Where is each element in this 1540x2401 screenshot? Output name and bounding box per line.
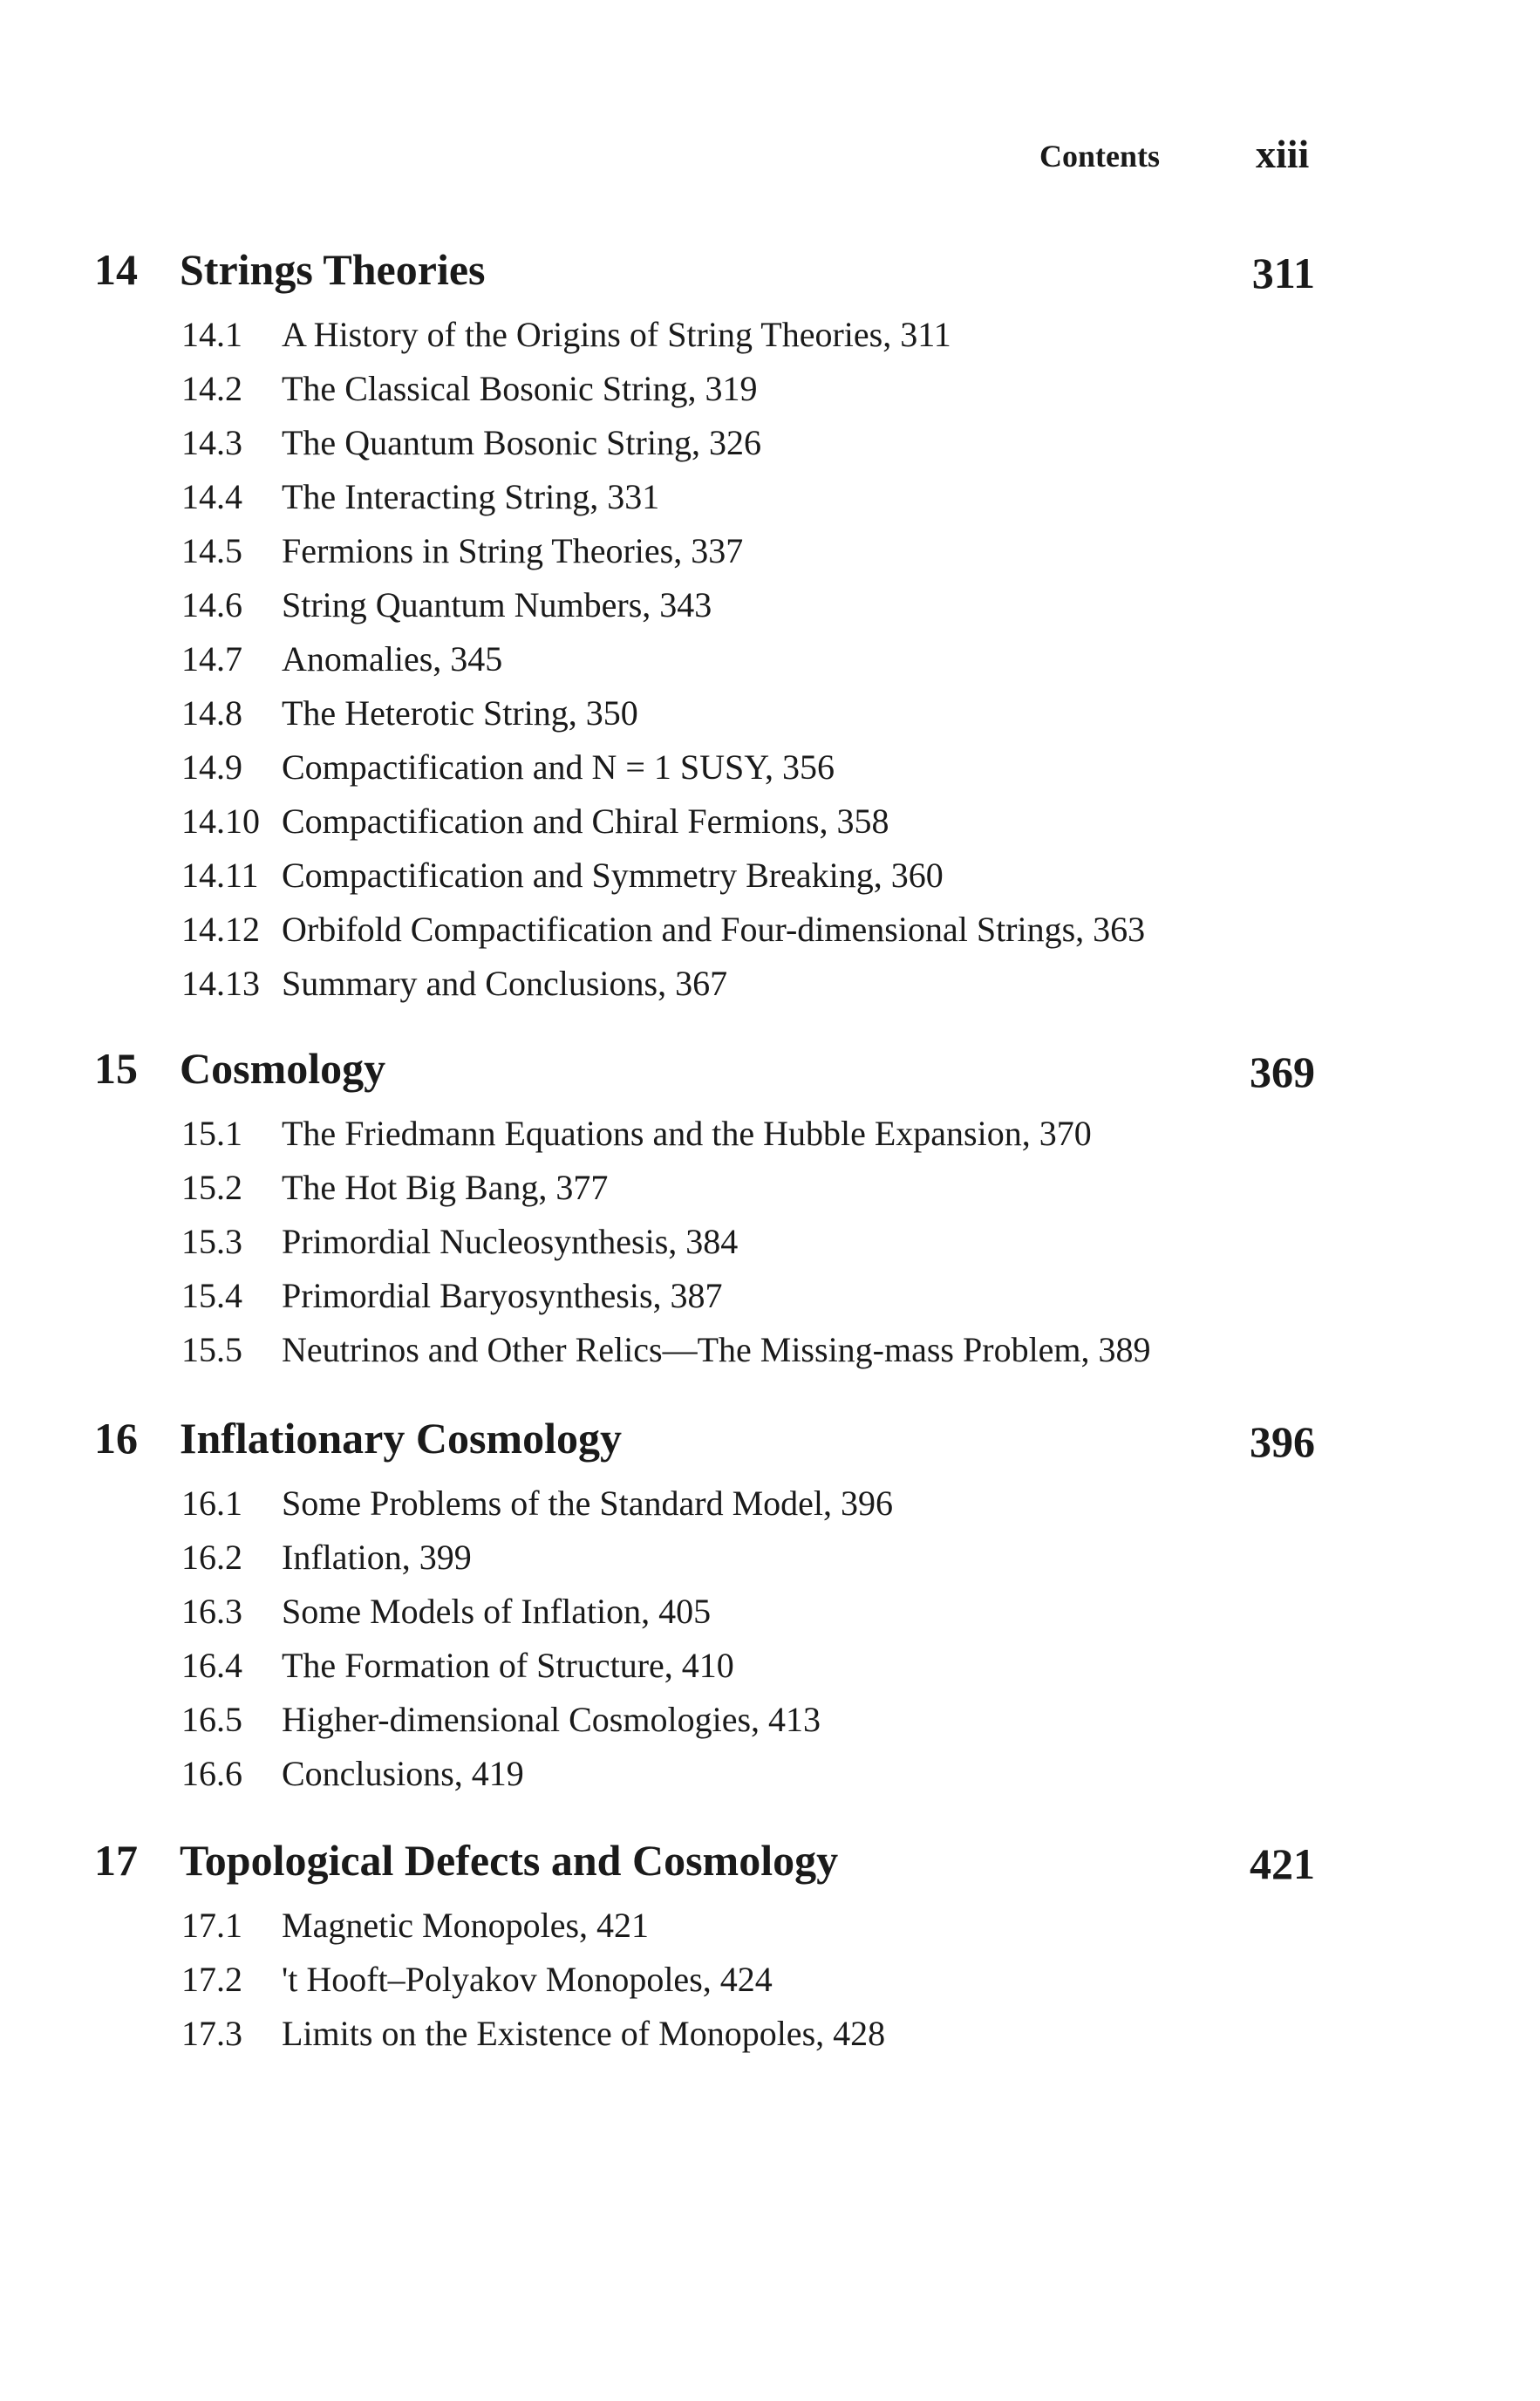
section-title: Orbifold Compactification and Four-dimensional Strings, 363 [282,910,1146,949]
toc-section [0,692,1540,747]
toc-chapter [0,244,1540,1017]
toc-section [0,1483,1540,1537]
toc-section [0,584,1540,638]
toc-section [0,1753,1540,1807]
section-title: Fermions in String Theories, 337 [282,531,744,570]
chapter-heading [0,244,1540,314]
section-title: Neutrinos and Other Relics—The Missing-mass Problem, 389 [282,1330,1151,1369]
section-number: 16.3 [181,1592,242,1631]
section-number: 14.9 [181,747,242,787]
section-list [0,1905,1540,2067]
running-head-label: Contents [1039,139,1161,174]
toc-chapter [0,1043,1540,1383]
section-number: 14.7 [181,639,242,679]
chapter-number: 17 [94,1836,138,1885]
section-title: Inflation, 399 [282,1538,472,1577]
section-title: The Interacting String, 331 [282,477,660,516]
section-title: The Quantum Bosonic String, 326 [282,423,761,462]
toc-section [0,1221,1540,1275]
section-title: Higher-dimensional Cosmologies, 413 [282,1700,821,1739]
section-list [0,1483,1540,1807]
section-title: A History of the Origins of String Theories, 311 [282,315,951,354]
chapter-page: 421 [1250,1839,1315,1888]
toc-section [0,530,1540,584]
section-number: 14.10 [181,801,260,841]
section-title: Compactification and N = 1 SUSY, 356 [282,747,835,787]
chapter-page: 311 [1251,249,1315,297]
section-number: 15.5 [181,1330,242,1369]
section-title: Summary and Conclusions, 367 [282,964,728,1003]
toc-section [0,1591,1540,1645]
toc-section [0,2013,1540,2067]
section-number: 14.8 [181,693,242,733]
chapter-number: 14 [94,245,138,294]
section-title: Anomalies, 345 [282,639,503,679]
section-number: 14.1 [181,315,242,354]
section-title: The Classical Bosonic String, 319 [282,369,758,408]
chapter-number: 16 [94,1414,138,1463]
section-number: 14.11 [181,856,259,895]
section-number: 14.4 [181,477,242,516]
section-number: 15.1 [181,1114,242,1153]
chapter-title: Cosmology [180,1044,386,1093]
section-title: Conclusions, 419 [282,1754,524,1793]
section-title: 't Hooft–Polyakov Monopoles, 424 [282,1960,773,1999]
toc-section [0,1329,1540,1383]
toc-section [0,855,1540,909]
toc-section [0,368,1540,422]
section-title: The Hot Big Bang, 377 [282,1168,609,1207]
toc-section [0,1167,1540,1221]
toc-section [0,638,1540,692]
toc-section [0,1699,1540,1753]
section-number: 16.5 [181,1700,242,1739]
section-title: Compactification and Chiral Fermions, 358 [282,801,889,841]
toc-section [0,1645,1540,1699]
toc-section [0,476,1540,530]
running-head-page-number: xiii [1256,132,1310,176]
chapter-title: Topological Defects and Cosmology [180,1836,839,1885]
toc-section [0,422,1540,476]
section-number: 15.4 [181,1276,242,1315]
toc-section [0,909,1540,963]
toc-section [0,1959,1540,2013]
toc-section [0,963,1540,1017]
chapter-heading [0,1413,1540,1483]
section-title: The Friedmann Equations and the Hubble Expansion, 370 [282,1114,1092,1153]
section-number: 16.2 [181,1538,242,1577]
section-number: 17.3 [181,2014,242,2053]
toc-section [0,314,1540,368]
section-number: 14.2 [181,369,242,408]
section-title: The Formation of Structure, 410 [282,1646,734,1685]
toc-section [0,1905,1540,1959]
section-list [0,314,1540,1017]
section-title: The Heterotic String, 350 [282,693,638,733]
toc-section [0,1537,1540,1591]
chapter-title: Inflationary Cosmology [180,1414,622,1463]
section-list [0,1113,1540,1383]
chapter-title: Strings Theories [180,245,486,294]
section-number: 14.12 [181,910,260,949]
section-number: 16.6 [181,1754,242,1793]
section-number: 14.5 [181,531,242,570]
chapter-heading [0,1043,1540,1113]
section-title: String Quantum Numbers, 343 [282,585,712,624]
section-title: Primordial Nucleosynthesis, 384 [282,1222,739,1261]
section-number: 15.3 [181,1222,242,1261]
section-title: Magnetic Monopoles, 421 [282,1906,650,1945]
section-number: 16.4 [181,1646,242,1685]
toc-section [0,1275,1540,1329]
section-number: 17.1 [181,1906,242,1945]
chapter-page: 396 [1250,1417,1315,1466]
section-number: 15.2 [181,1168,242,1207]
section-number: 14.13 [181,964,260,1003]
toc-chapter [0,1835,1540,2067]
toc-section [0,747,1540,801]
chapter-page: 369 [1250,1047,1315,1096]
toc-section [0,801,1540,855]
section-number: 17.2 [181,1960,242,1999]
section-number: 14.3 [181,423,242,462]
section-title: Some Models of Inflation, 405 [282,1592,712,1631]
section-title: Primordial Baryosynthesis, 387 [282,1276,723,1315]
running-head [0,131,1540,183]
section-title: Compactification and Symmetry Breaking, 360 [282,856,944,895]
section-number: 14.6 [181,585,242,624]
section-number: 16.1 [181,1484,242,1523]
chapter-number: 15 [94,1044,138,1093]
section-title: Some Problems of the Standard Model, 396 [282,1484,894,1523]
toc-section [0,1113,1540,1167]
toc-chapter [0,1413,1540,1807]
section-title: Limits on the Existence of Monopoles, 428 [282,2014,886,2053]
chapter-heading [0,1835,1540,1905]
table-of-contents [0,244,1540,2067]
